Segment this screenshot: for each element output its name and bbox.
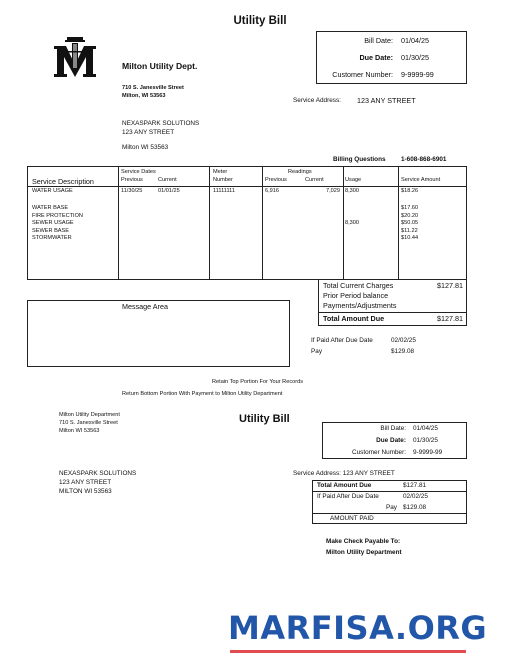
customer-city: Milton WI 53563 [122,144,169,151]
billing-phone: 1-608-868-6901 [401,156,447,163]
th-readings-previous: Previous [265,177,287,183]
stub-customer-line: 123 ANY STREET [59,479,112,486]
dept-address [122,84,184,100]
total-current-value: $127.81 [437,281,463,290]
stub-bill-info-box [322,422,467,459]
stub-bill-date-value: 01/04/25 [413,425,438,432]
stub-total-due-label: Total Amount Due [317,482,372,489]
stub-bill-date-label: Bill Date: [380,425,406,432]
th-readings-current: Current [305,177,324,183]
table-row-amount: $50.05 [401,220,419,227]
dept-address-line: Milton, WI 53563 [122,93,166,99]
return-text: Return Bottom Portion With Payment to Milton Utility Department [122,391,283,397]
th-meter-number: Number [213,177,233,183]
amount-list [401,204,418,242]
stub-due-date-label: Due Date: [376,437,406,444]
customer-street: 123 ANY STREET [122,129,175,136]
watermark [228,609,487,647]
total-due-value: $127.81 [437,314,463,323]
table-row-amount: $11.22 [401,227,418,234]
check-payable-line1: Make Check Payable To: [326,538,401,545]
row1-amount: $18.26 [401,188,419,194]
summary-box [318,279,467,326]
watermark-part2: ORG [407,609,488,647]
row1-cur-read: 7,029 [326,188,340,194]
stub-pay-label: Pay [385,504,397,511]
row1-meter: 11111111 [213,188,235,194]
usage-list [345,204,359,242]
prior-balance-label: Prior Period balance [323,291,389,300]
row1-desc: WATER USAGE [32,188,73,194]
table-row-amount: $20.20 [401,212,419,219]
service-table [27,166,467,280]
table-row-desc: SEWER USAGE [32,220,74,227]
service-address-value: 123 ANY STREET [357,96,416,105]
due-date-value: 01/30/25 [401,53,429,62]
payments-label: Payments/Adjustments [323,301,397,310]
billing-questions-label: Billing Questions [333,156,386,163]
th-meter: Meter [213,169,228,175]
th-service-amount: Service Amount [401,177,441,183]
watermark-part1: MARFISA [228,609,395,647]
table-row-desc: STORMWATER [32,235,72,242]
customer-number-label: Customer Number: [332,70,393,79]
table-row-amount: $10.44 [401,235,419,242]
check-payable [326,537,402,557]
row1-usage: 8,300 [345,188,359,194]
table-row-usage [345,227,359,235]
th-usage: Usage [345,177,362,183]
watermark-underline [230,650,466,653]
customer-name: NEXASPARK SOLUTIONS [122,120,200,127]
th-readings: Readings [288,169,312,175]
customer-number-value: 9-9999-99 [401,70,434,79]
stub-total-due-value: $127.81 [403,482,427,489]
table-row-usage [345,212,359,220]
row1-cur-date: 01/01/25 [158,188,180,194]
late-pay-amount: $129.08 [391,348,415,355]
late-if-paid-label: If Paid After Due Date [311,337,373,344]
stub-if-paid-label: If Paid After Due Date [317,493,379,500]
stub-customer-line: MILTON WI 53563 [59,488,112,495]
table-row-usage: 8,300 [345,220,359,227]
bill-date-label: Bill Date: [364,36,393,45]
table-row-usage [345,234,359,242]
table-row-desc: SEWER BASE [32,227,69,234]
th-service-description: Service Description [32,177,94,186]
stub-service-address: Service Address: 123 ANY STREET [293,470,395,477]
stub-dept-line: Milton Utility Department [59,412,120,418]
table-row-usage [345,204,359,212]
check-payable-line2: Milton Utility Department [326,549,402,556]
stub-due-date-value: 01/30/25 [413,437,438,444]
stub-payment-box [312,480,467,524]
message-area-label: Message Area [122,302,168,311]
stub-customer-number-label: Customer Number: [352,449,406,456]
service-address-label: Service Address: [293,97,341,104]
stub-if-paid-date: 02/02/25 [403,493,428,500]
stub-pay-amount: $129.08 [403,504,427,511]
stub-amount-paid-label: AMOUNT PAID [330,515,374,522]
stub-customer [59,469,136,496]
th-service-dates: Service Dates [121,169,156,175]
row1-prev-read: 6,916 [265,188,279,194]
th-dates-previous: Previous [121,177,143,183]
dept-name: Milton Utility Dept. [122,61,198,71]
total-current-label: Total Current Charges [323,281,394,290]
row1-prev-date: 11/30/25 [121,188,143,194]
stub-dept-line: 710 S. Janesville Street [59,420,118,426]
bill-date-value: 01/04/25 [401,36,429,45]
dept-address-line: 710 S. Janesville Street [122,85,184,91]
customer-address [122,119,199,152]
bill-info-box [316,31,467,84]
message-area [27,300,290,367]
due-date-label: Due Date: [359,53,393,62]
watermark-dot: . [394,609,408,647]
page-title: Utility Bill [233,15,287,27]
table-row-amount: $17.60 [401,205,419,211]
milton-m-crest-icon [52,37,98,79]
stub-dept-line: Milton WI 53563 [59,428,100,434]
total-due-label: Total Amount Due [323,314,385,323]
th-dates-current: Current [158,177,177,183]
retain-text: Retain Top Portion For Your Records [212,379,304,385]
table-row-desc: WATER BASE [32,205,69,211]
stub-title: Utility Bill [239,413,290,425]
late-if-paid-date: 02/02/25 [391,337,416,344]
stub-dept [59,411,120,435]
late-pay-label: Pay [311,348,323,355]
service-desc-list [32,204,83,242]
table-row-desc: FIRE PROTECTION [32,212,83,219]
stub-customer-line: NEXASPARK SOLUTIONS [59,470,137,477]
stub-customer-number-value: 9-9999-99 [413,449,443,456]
